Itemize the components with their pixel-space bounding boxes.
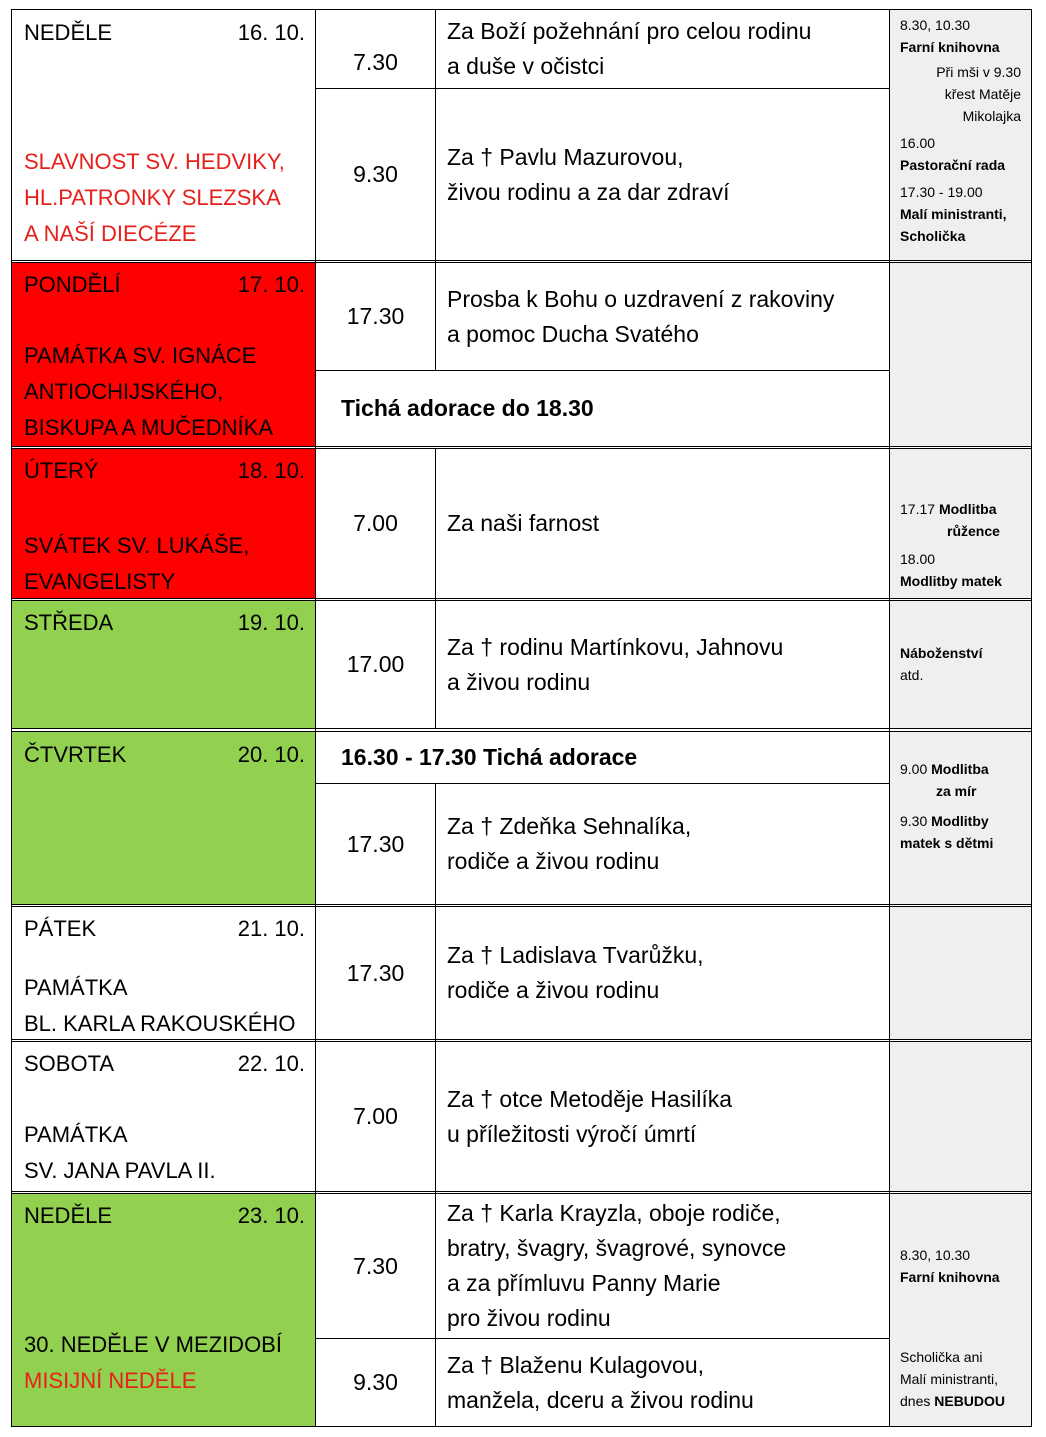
mass-intention: Za † Ladislava Tvarůžku, rodiče a živou rodinu xyxy=(447,942,704,1003)
day-date: 20. 10. xyxy=(237,742,305,767)
mass-time: 9.30 xyxy=(353,1369,398,1395)
day-cell-sunday16 xyxy=(12,10,315,260)
mass-intention: Za Boží požehnání pro celou rodinu a duše v očistci xyxy=(447,18,812,79)
mass-time: 7.00 xyxy=(353,1103,398,1129)
note-cell-bg xyxy=(890,1041,1031,1191)
day-date: 17. 10. xyxy=(237,272,305,297)
day-name: NEDĚLE xyxy=(24,20,113,45)
note-cell-bg xyxy=(890,906,1031,1039)
day-name: PONDĚLÍ xyxy=(24,272,121,297)
mass-intention: Za † Karla Krayzla, oboje rodiče, bratry, švagry, švagrové, synovce a za přímluvu Panny Marie pro živou rodinu xyxy=(447,1200,787,1331)
day-date: 16. 10. xyxy=(237,20,305,45)
mass-intention: Za † Blaženu Kulagovou, manžela, dceru a živou rodinu xyxy=(447,1351,754,1413)
note-sunday23-b: Scholička ani Malí ministranti, dnes NEBUDOU xyxy=(900,1349,1006,1409)
note-tuesday: 17.17 Modlitba růžence 18.00 Modlitby matek xyxy=(900,501,1002,589)
mass-intention: Za † rodinu Martínkovu, Jahnovu a živou rodinu xyxy=(447,633,784,695)
mass-time: 7.00 xyxy=(353,510,398,536)
day-cell-friday xyxy=(12,906,315,1039)
mass-intention: Za naši farnost xyxy=(447,510,600,536)
feast-text: SLAVNOST SV. HEDVIKY, HL.PATRONKY SLEZSKA A NAŠÍ DIECÉZE xyxy=(24,149,285,246)
feast-text: 30. NEDĚLE V MEZIDOBÍ MISIJNÍ NEDĚLE xyxy=(24,1332,282,1393)
note-thursday: 9.00 Modlitba za mír 9.30 Modlitby matek s dětmi xyxy=(900,761,994,851)
mass-time: 17.30 xyxy=(346,959,405,986)
feast-text: PAMÁTKA SV. IGNÁCE ANTIOCHIJSKÉHO, BISKUPA A MUČEDNÍKA xyxy=(24,343,274,440)
day-name: ČTVRTEK xyxy=(24,742,127,767)
adoration-monday: Tichá adorace do 18.30 xyxy=(341,395,594,421)
mass-intention: Za † otce Metoděje Hasilíka u příležitosti výročí úmrtí xyxy=(447,1085,733,1147)
mass-intention: Prosba k Bohu o uzdravení z rakoviny a pomoc Ducha Svatého xyxy=(447,285,835,347)
mass-time: 17.00 xyxy=(346,651,405,677)
day-cell-thursday xyxy=(12,732,315,904)
feast-text: PAMÁTKA SV. JANA PAVLA II. xyxy=(24,1122,216,1183)
mass-time: 17.30 xyxy=(346,830,405,857)
day-name: PÁTEK xyxy=(24,916,97,941)
day-cell-saturday xyxy=(12,1041,315,1191)
day-name: STŘEDA xyxy=(24,610,114,635)
mass-time: 7.30 xyxy=(353,1252,398,1279)
day-cell-monday xyxy=(12,262,315,446)
day-cell-sunday23 xyxy=(12,1193,315,1426)
note-sunday23: 8.30, 10.30 Farní knihovna xyxy=(900,1247,1000,1285)
day-date: 18. 10. xyxy=(237,458,305,483)
note-sunday16: 8.30, 10.30 Farní knihovna Při mši v 9.30 křest Matěje Mikolajka 16.00 Pastorační rada 17.30 - 19.00 Malí ministranti, Scholička xyxy=(900,17,1021,244)
adoration-thursday: 16.30 - 17.30 Tichá adorace xyxy=(341,744,638,770)
grid-line xyxy=(11,260,1032,261)
grid-line xyxy=(1031,9,1032,1427)
note-wednesday: Náboženství atd. xyxy=(900,645,983,683)
feast-text: SVÁTEK SV. LUKÁŠE, EVANGELISTY xyxy=(24,533,250,594)
feast-text: PAMÁTKA BL. KARLA RAKOUSKÉHO xyxy=(24,975,296,1036)
grid-line xyxy=(11,1426,1032,1427)
day-name: ÚTERÝ xyxy=(24,458,99,483)
mass-time: 17.30 xyxy=(346,303,405,329)
grid-line xyxy=(11,728,1032,729)
day-name: NEDĚLE xyxy=(24,1203,113,1228)
mass-intention: Za † Zdeňka Sehnalíka, rodiče a živou rodinu xyxy=(447,813,692,874)
mass-intention: Za † Pavlu Mazurovou, živou rodinu a za dar zdraví xyxy=(447,143,730,205)
day-cell-tuesday xyxy=(12,448,315,598)
day-date: 19. 10. xyxy=(237,610,305,635)
day-date: 21. 10. xyxy=(237,916,305,941)
day-date: 23. 10. xyxy=(237,1203,305,1228)
grid-line xyxy=(11,1191,1032,1192)
mass-time: 9.30 xyxy=(353,161,398,187)
day-cell-wednesday xyxy=(12,600,315,728)
day-name: SOBOTA xyxy=(24,1051,115,1076)
grid-line xyxy=(11,446,1032,447)
mass-time: 7.30 xyxy=(353,48,398,75)
grid-line xyxy=(11,904,1032,905)
day-date: 22. 10. xyxy=(237,1051,305,1076)
